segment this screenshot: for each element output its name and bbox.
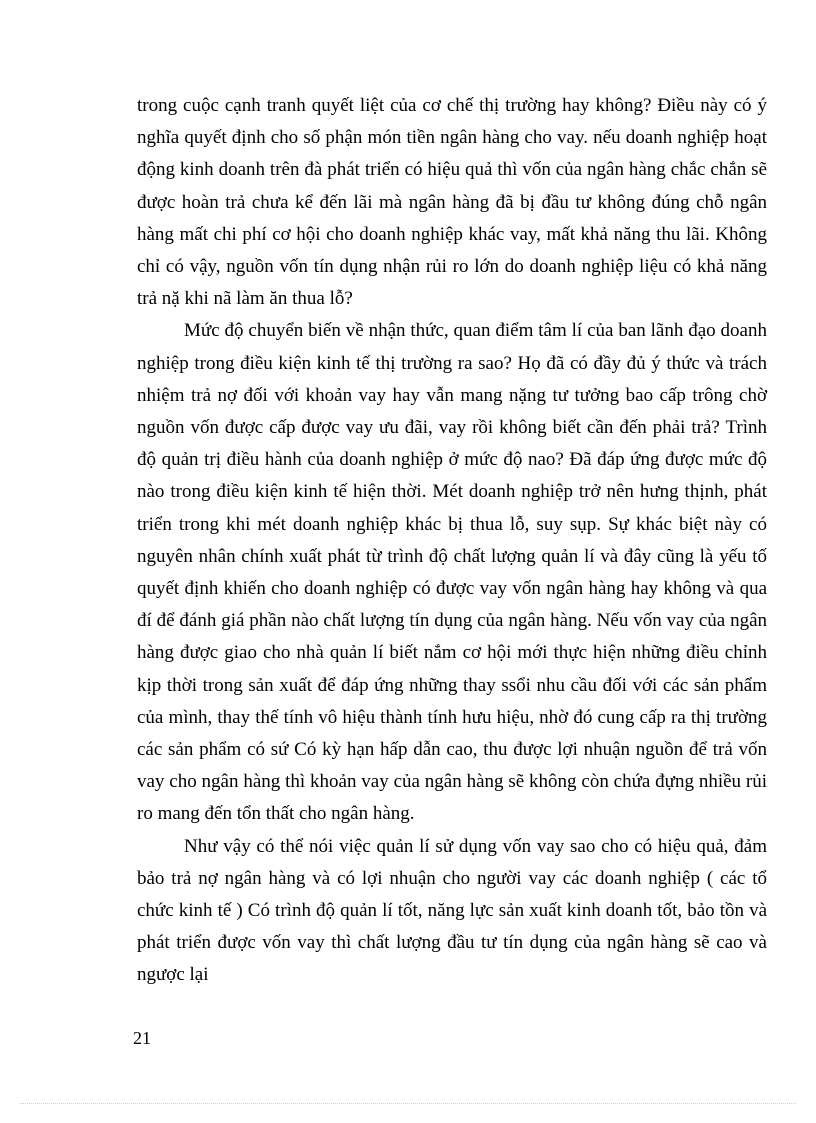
paragraph-2: Mức độ chuyển biến về nhận thức, quan điểm tâm lí của ban lãnh đạo doanh nghiệp trong điều kiện kinh tế thị trường ra sao? Họ đã có đầy đủ ý thức và trách nhiệm trả nợ đối với khoản vay hay vẫn mang nặng tư tưởng bao cấp trông chờ nguồn vốn được cấp được vay ưu đãi, vay rồi không biết cần đến phải trả? Trình độ quản trị điều hành của doanh nghiệp ở mức độ nao? Đã đáp ứng được mức độ nào trong điều kiện kinh tế hiện thời. Mét doanh nghiệp trở nên hưng thịnh, phát triển trong khi mét doanh nghiệp khác bị thua lỗ, suy sụp. Sự khác biệt này có nguyên nhân chính xuất phát từ trình độ chất lượng quản lí và đây cũng là yếu tố quyết định khiến cho doanh nghiệp có được vay vốn ngân hàng hay không và qua đí để đánh giá phần nào chất lượng tín dụng của ngân hàng. Nếu vốn vay của ngân hàng được giao cho nhà quản lí biết nắm cơ hội mới thực hiện những điều chỉnh kịp thời trong sản xuất để đáp ứng những thay ssổi nhu cầu đối với các sản phẩm của mình, thay thế tính vô hiệu thành tính hưu hiệu, nhờ đó cung cấp ra thị trường các sản phẩm có sứ Có kỳ hạn hấp dẫn cao, thu được lợi nhuận nguồn để trả vốn vay cho ngân hàng thì khoản vay của ngân hàng sẽ không còn chứa đựng nhiều rủi ro mang đến tổn thất cho ngân hàng. (137, 320, 767, 825)
paragraph-3: Như vậy có thể nói việc quản lí sử dụng vốn vay sao cho có hiệu quả, đảm bảo trả nợ ngân hàng và có lợi nhuận cho người vay các doanh nghiệp ( các tổ chức kinh tế ) Có trình độ quản lí tốt, năng lực sản xuất kinh doanh tốt, bảo tồn và phát triển được vốn vay thì chất lượng đầu tư tín dụng của ngân hàng sẽ cao và ngược lại (137, 835, 767, 986)
paragraph-1: trong cuộc cạnh tranh quyết liệt của cơ chế thị trường hay không? Điều này có ý nghĩa quyết định cho số phận món tiền ngân hàng cho vay. nếu doanh nghiệp hoạt động kinh doanh trên đà phát triển có hiệu quả thì vốn của ngân hàng chắc chắn sẽ được hoàn trả chưa kể đến lãi mà ngân hàng đã bị đầu tư không đúng chỗ ngân hàng mất chi phí cơ hội cho doanh nghiệp khác vay, mất khả năng thu lãi. Không chỉ có vậy, nguồn vốn tín dụng nhận rủi ro lớn do doanh nghiệp liệu có khả năng trả nặ khi nã làm ăn thua lỗ? (137, 95, 767, 310)
footer-divider (20, 1103, 796, 1104)
body-text (137, 90, 767, 992)
page-number: 21 (133, 1028, 151, 1048)
